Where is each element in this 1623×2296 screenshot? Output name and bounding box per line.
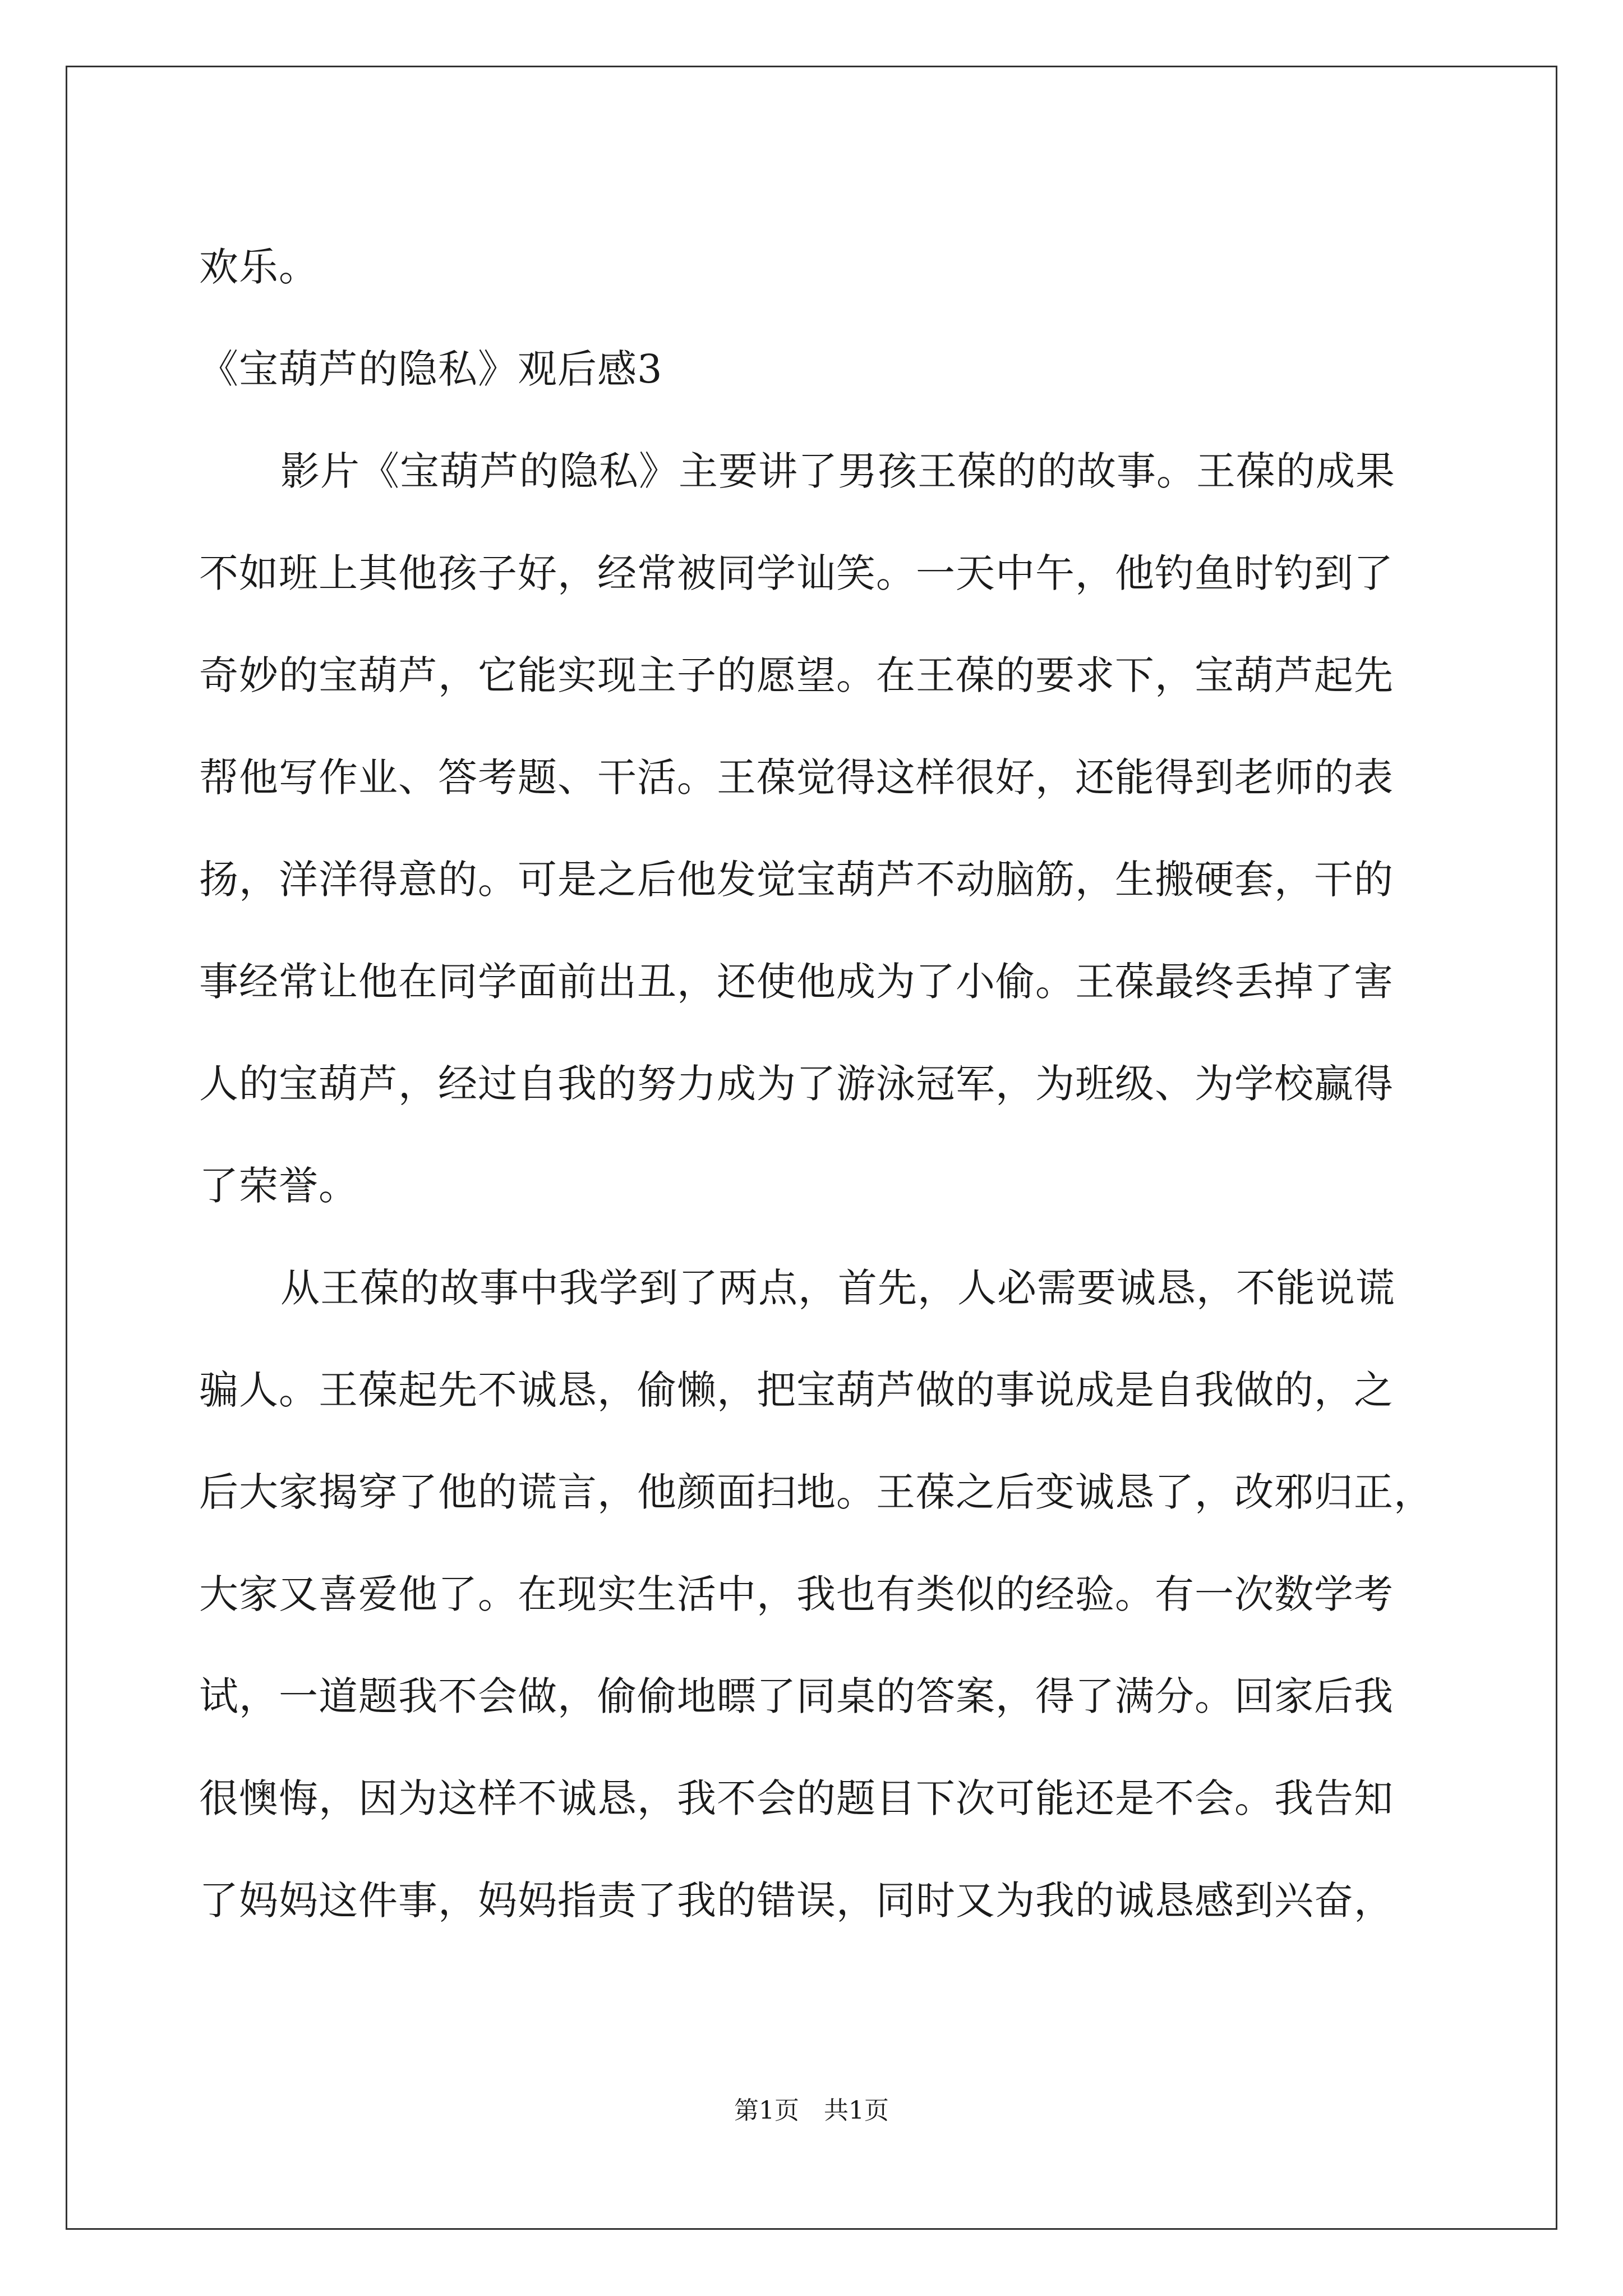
text-line: 了妈妈这件事，妈妈指责了我的错误，同时又为我的诚恳感到兴奋， xyxy=(199,1878,1394,1924)
text-line: 帮他写作业、答考题、干活。王葆觉得这样很好，还能得到老师的表 xyxy=(199,754,1394,800)
text-line: 试，一道题我不会做，偷偷地瞟了同桌的答案，得了满分。回家后我 xyxy=(199,1673,1394,1719)
paragraph-2 xyxy=(199,1237,1433,1952)
text-line: 事经常让他在同学面前出丑，还使他成为了小偷。王葆最终丢掉了害 xyxy=(199,959,1394,1005)
page-number-footer: 第1页 共1页 xyxy=(734,2096,889,2125)
text-line: 很懊悔，因为这样不诚恳，我不会的题目下次可能还是不会。我告知 xyxy=(199,1775,1394,1821)
text-line: 人的宝葫芦，经过自我的努力成为了游泳冠军，为班级、为学校赢得 xyxy=(199,1061,1394,1107)
text-line: 扬，洋洋得意的。可是之后他发觉宝葫芦不动脑筋，生搬硬套，干的 xyxy=(199,857,1394,903)
text-line: 不如班上其他孩子好，经常被同学讪笑。一天中午，他钓鱼时钓到了 xyxy=(199,550,1394,596)
document-body xyxy=(199,216,1433,1952)
text-line: 从王葆的故事中我学到了两点，首先，人必需要诚恳，不能说谎 xyxy=(280,1265,1395,1311)
text-line: 骗人。王葆起先不诚恳，偷懒，把宝葫芦做的事说成是自我做的，之 xyxy=(199,1367,1394,1413)
section-heading: 《宝葫芦的隐私》观后感3 xyxy=(199,346,663,392)
paragraph-1 xyxy=(199,420,1430,1237)
text-line: 后大家揭穿了他的谎言，他颜面扫地。王葆之后变诚恳了，改邪归正， xyxy=(199,1469,1433,1515)
text-line: 影片《宝葫芦的隐私》主要讲了男孩王葆的的故事。王葆的成果 xyxy=(280,448,1395,494)
text-line: 了荣誉。 xyxy=(199,1163,358,1209)
text-line: 大家又喜爱他了。在现实生活中，我也有类似的经验。有一次数学考 xyxy=(199,1571,1394,1617)
text-line: 欢乐。 xyxy=(199,244,319,290)
text-line: 奇妙的宝葫芦，它能实现主子的愿望。在王葆的要求下，宝葫芦起先 xyxy=(199,652,1394,698)
